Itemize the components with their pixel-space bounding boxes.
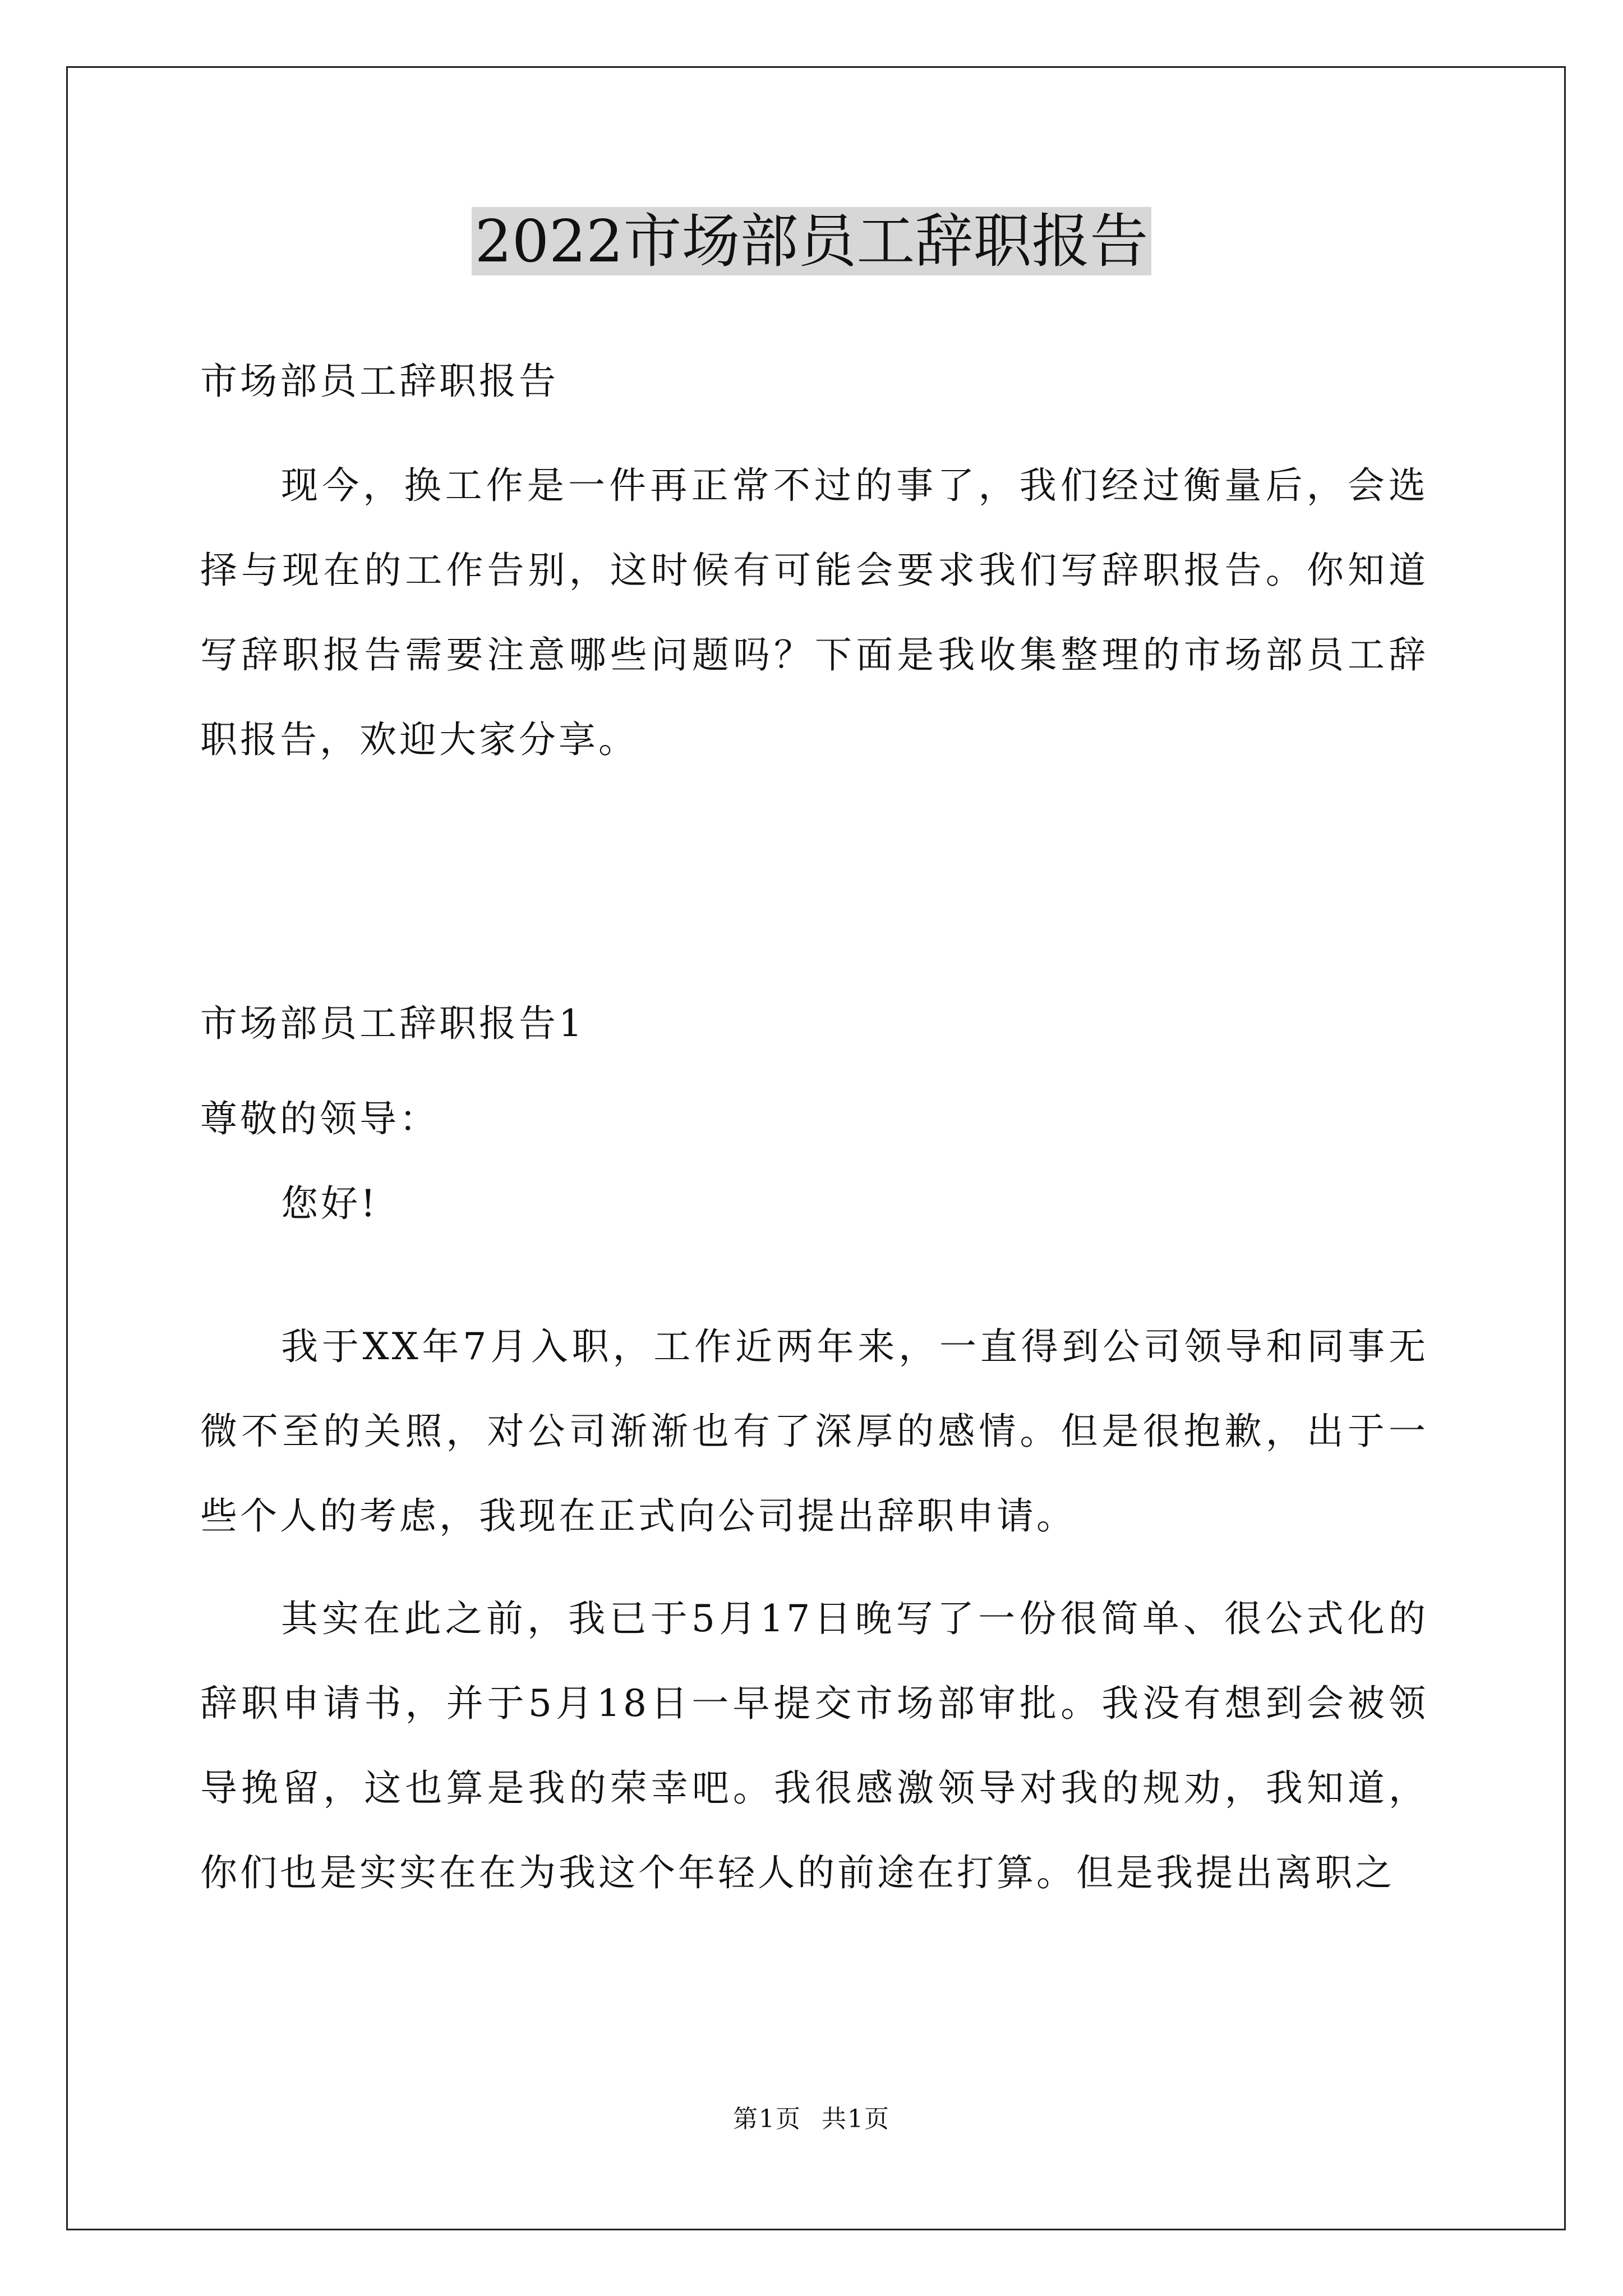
intro-paragraph: 现今，换工作是一件再正常不过的事了，我们经过衡量后，会选择与现在的工作告别，这时候有可能会要求我们写辞职报告。你知道写辞职报告需要注意哪些问题吗？下面是我收集整理的市场部员工辞职报告，欢迎大家分享。	[200, 464, 1428, 761]
section-title: 市场部员工辞职报告1	[200, 1002, 585, 1045]
page-number-label: 第1页	[733, 2105, 801, 2133]
body-paragraph-1: 我于XX年7月入职，工作近两年来，一直得到公司领导和同事无微不至的关照，对公司渐渐也有了深厚的感情。但是很抱歉，出于一些个人的考虑，我现在正式向公司提出辞职申请。	[200, 1325, 1428, 1538]
document-title-text: 2022市场部员工辞职报告	[472, 207, 1152, 275]
salutation: 尊敬的领导：	[200, 1097, 439, 1140]
document-title	[0, 202, 1623, 280]
page-total-label: 共1页	[822, 2105, 890, 2133]
body-paragraph-2: 其实在此之前，我已于5月17日晚写了一份很简单、很公式化的辞职申请书，并于5月18日一早提交市场部审批。我没有想到会被领导挽留，这也算是我的荣幸吧。我很感激领导对我的规劝，我知道，你们也是实实在在为我这个年轻人的前途在打算。但是我提出离职之	[200, 1597, 1428, 1894]
document-subtitle: 市场部员工辞职报告	[200, 360, 559, 403]
page-footer	[0, 2102, 1623, 2136]
greeting: 您好!	[281, 1182, 379, 1225]
